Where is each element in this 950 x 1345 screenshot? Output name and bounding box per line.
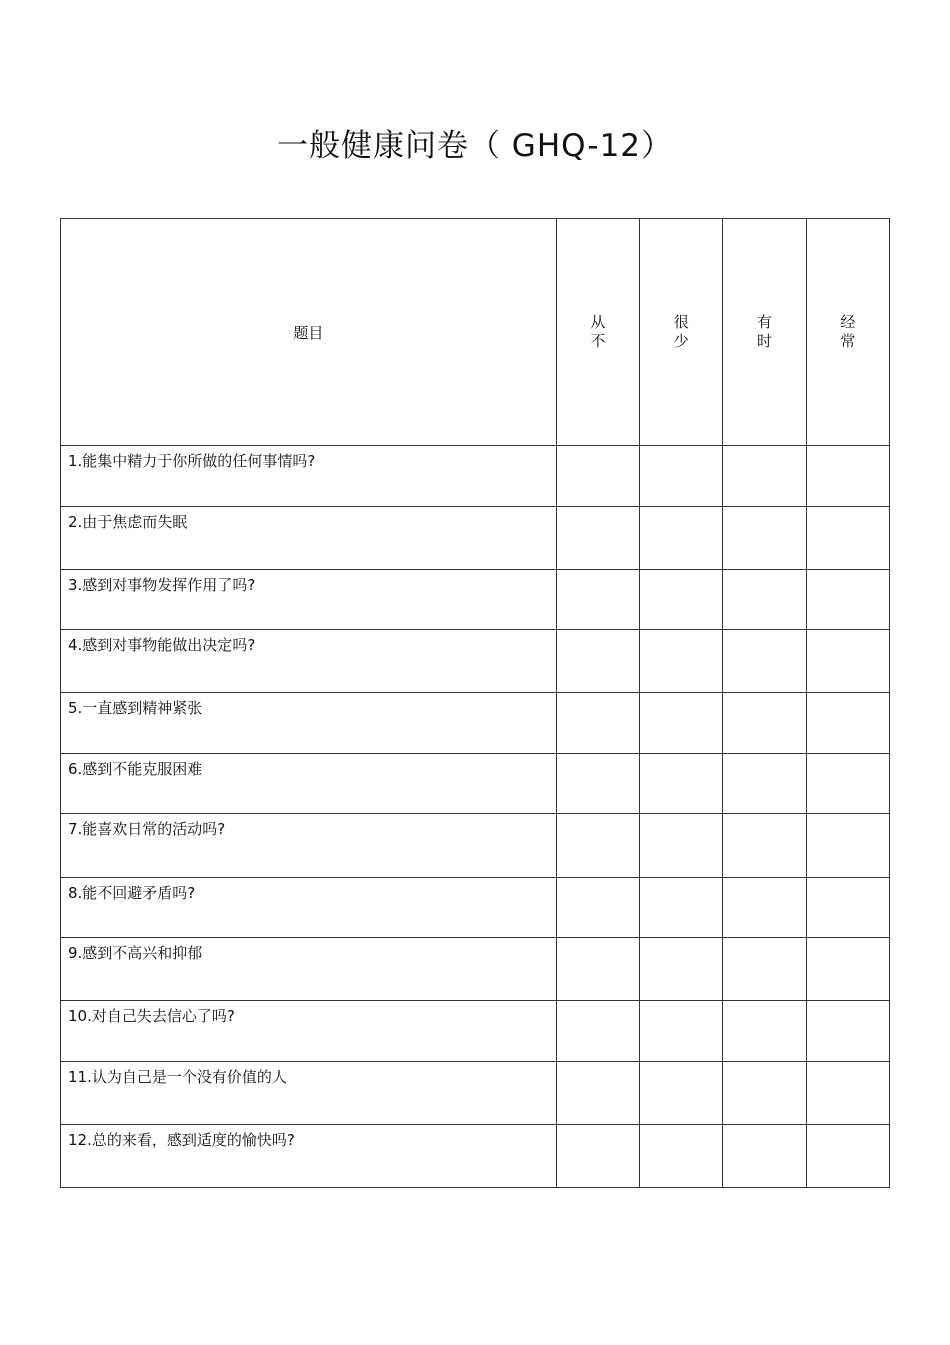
question-text: 9.感到不高兴和抑郁 [61, 938, 557, 1001]
option-header-sometimes [723, 219, 806, 446]
option-header-char: 很 [673, 313, 689, 331]
option-header-char: 不 [590, 332, 606, 350]
question-text: 1.能集中精力于你所做的任何事情吗? [61, 446, 557, 507]
question-text: 7.能喜欢日常的活动吗? [61, 814, 557, 878]
answer-cell-rarely[interactable] [640, 814, 723, 878]
answer-cell-never[interactable] [556, 938, 639, 1001]
answer-cell-rarely[interactable] [640, 1125, 723, 1188]
question-text: 6.感到不能克服困难 [61, 754, 557, 814]
table-row [61, 878, 890, 938]
question-text: 12.总的来看，感到适度的愉快吗? [61, 1125, 557, 1188]
answer-cell-never[interactable] [556, 1125, 639, 1188]
answer-cell-rarely[interactable] [640, 938, 723, 1001]
table-row [61, 1001, 890, 1062]
option-header-char: 常 [840, 332, 856, 350]
table-row [61, 507, 890, 570]
answer-cell-often[interactable] [806, 446, 889, 507]
option-header-char: 经 [840, 313, 856, 331]
table-row [61, 630, 890, 693]
answer-cell-never[interactable] [556, 754, 639, 814]
answer-cell-rarely[interactable] [640, 630, 723, 693]
answer-cell-never[interactable] [556, 814, 639, 878]
answer-cell-sometimes[interactable] [723, 754, 806, 814]
answer-cell-sometimes[interactable] [723, 814, 806, 878]
answer-cell-never[interactable] [556, 693, 639, 754]
answer-cell-often[interactable] [806, 1001, 889, 1062]
table-row [61, 814, 890, 878]
answer-cell-sometimes[interactable] [723, 1001, 806, 1062]
answer-cell-rarely[interactable] [640, 1001, 723, 1062]
answer-cell-often[interactable] [806, 570, 889, 630]
answer-cell-sometimes[interactable] [723, 570, 806, 630]
question-text: 11.认为自己是一个没有价值的人 [61, 1062, 557, 1125]
answer-cell-sometimes[interactable] [723, 938, 806, 1001]
option-header-char: 从 [590, 313, 606, 331]
option-header-never [556, 219, 639, 446]
answer-cell-never[interactable] [556, 630, 639, 693]
question-text: 10.对自己失去信心了吗? [61, 1001, 557, 1062]
answer-cell-rarely[interactable] [640, 507, 723, 570]
question-text: 8.能不回避矛盾吗? [61, 878, 557, 938]
questionnaire-table [60, 218, 890, 1188]
answer-cell-never[interactable] [556, 570, 639, 630]
answer-cell-often[interactable] [806, 878, 889, 938]
option-header-often [806, 219, 889, 446]
answer-cell-often[interactable] [806, 507, 889, 570]
table-row [61, 693, 890, 754]
answer-cell-rarely[interactable] [640, 878, 723, 938]
table-row [61, 754, 890, 814]
page-title: 一般健康问卷（ GHQ-12） [276, 128, 674, 164]
answer-cell-often[interactable] [806, 693, 889, 754]
question-text: 2.由于焦虑而失眠 [61, 507, 557, 570]
answer-cell-sometimes[interactable] [723, 630, 806, 693]
answer-cell-often[interactable] [806, 1125, 889, 1188]
answer-cell-rarely[interactable] [640, 570, 723, 630]
option-header-char: 有 [757, 313, 773, 331]
answer-cell-often[interactable] [806, 754, 889, 814]
table-row [61, 1125, 890, 1188]
answer-cell-often[interactable] [806, 630, 889, 693]
answer-cell-never[interactable] [556, 507, 639, 570]
answer-cell-never[interactable] [556, 1001, 639, 1062]
table-header-row [61, 219, 890, 446]
answer-cell-often[interactable] [806, 1062, 889, 1125]
answer-cell-rarely[interactable] [640, 693, 723, 754]
option-header-rarely [640, 219, 723, 446]
option-header-char: 时 [757, 332, 773, 350]
answer-cell-sometimes[interactable] [723, 693, 806, 754]
answer-cell-often[interactable] [806, 938, 889, 1001]
question-text: 4.感到对事物能做出决定吗? [61, 630, 557, 693]
answer-cell-rarely[interactable] [640, 1062, 723, 1125]
answer-cell-sometimes[interactable] [723, 1062, 806, 1125]
table-row [61, 1062, 890, 1125]
answer-cell-rarely[interactable] [640, 446, 723, 507]
answer-cell-sometimes[interactable] [723, 878, 806, 938]
answer-cell-often[interactable] [806, 814, 889, 878]
answer-cell-sometimes[interactable] [723, 507, 806, 570]
question-text: 3.感到对事物发挥作用了吗? [61, 570, 557, 630]
table-row [61, 570, 890, 630]
table-row [61, 938, 890, 1001]
answer-cell-sometimes[interactable] [723, 446, 806, 507]
question-column-header: 题目 [61, 219, 557, 446]
question-text: 5.一直感到精神紧张 [61, 693, 557, 754]
answer-cell-sometimes[interactable] [723, 1125, 806, 1188]
answer-cell-never[interactable] [556, 878, 639, 938]
answer-cell-rarely[interactable] [640, 754, 723, 814]
table-row [61, 446, 890, 507]
answer-cell-never[interactable] [556, 1062, 639, 1125]
answer-cell-never[interactable] [556, 446, 639, 507]
option-header-char: 少 [673, 332, 689, 350]
